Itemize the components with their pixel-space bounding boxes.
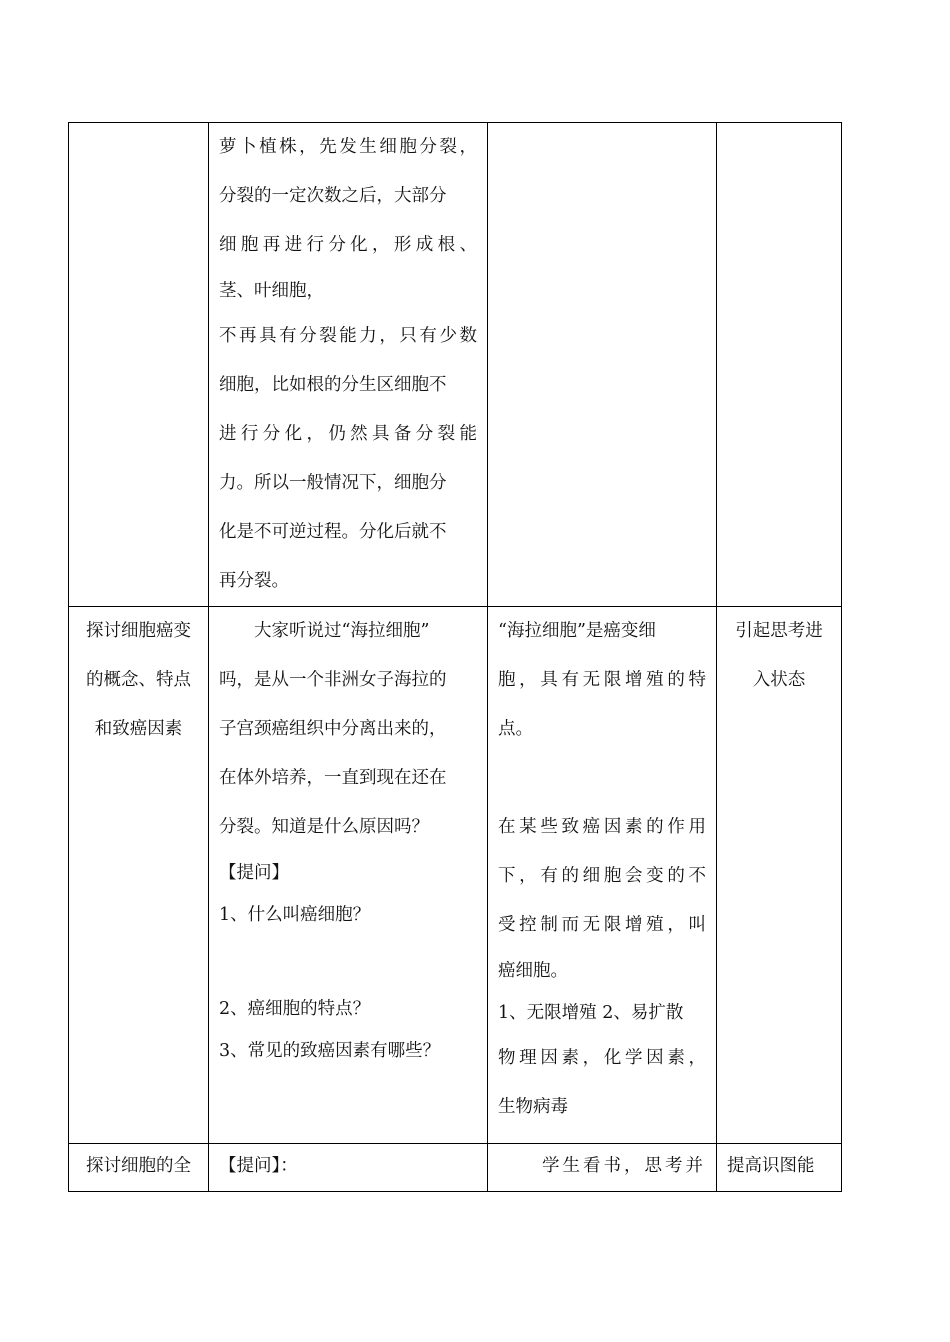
spacer xyxy=(498,754,706,803)
text-line: 萝卜植株，先发生细胞分裂， xyxy=(219,137,477,157)
table-cell-teacher-activity xyxy=(209,123,488,607)
text-line: 不再具有分裂能力，只有少数 xyxy=(219,326,477,346)
text-line: 点。 xyxy=(498,719,533,739)
text-line: 细胞再进行分化，形成根、 xyxy=(219,235,477,255)
text-line: 入状态 xyxy=(752,670,806,690)
text-line: 吗，是从一个非洲女子海拉的 xyxy=(219,670,447,690)
text-line: 在体外培养，一直到现在还在 xyxy=(219,768,447,788)
table-row xyxy=(69,123,842,607)
text-line: 茎、叶细胞， xyxy=(219,281,324,301)
table-cell-teacher-activity xyxy=(209,607,488,1144)
text-line: 子宫颈癌组织中分离出来的， xyxy=(219,719,447,739)
text-line: 的概念、特点 xyxy=(86,670,191,690)
text-line: 受控制而无限增殖，叫 xyxy=(498,915,706,935)
table-cell-design-intent xyxy=(717,1144,842,1192)
table-cell-design-intent xyxy=(717,607,842,1144)
text-line: 下，有的细胞会变的不 xyxy=(498,866,706,886)
text-line: 胞，具有无限增殖的特 xyxy=(498,670,706,690)
table-cell-student-activity xyxy=(488,607,717,1144)
text-line: 1、无限增殖 2、易扩散 xyxy=(498,1003,684,1023)
text-line: 力。所以一般情况下，细胞分 xyxy=(219,473,447,493)
table-cell-topic xyxy=(69,607,209,1144)
text-line: 癌细胞。 xyxy=(498,961,568,981)
text-line: 大家听说过“海拉细胞” xyxy=(254,621,430,641)
text-line: 和致癌因素 xyxy=(94,719,183,739)
table-cell-topic xyxy=(69,1144,209,1192)
text-line: 【提问】 xyxy=(219,863,289,883)
table-cell-topic xyxy=(69,123,209,607)
table-cell-student-activity xyxy=(488,123,717,607)
text-line: 探讨细胞的全 xyxy=(86,1156,191,1176)
text-line: 2、癌细胞的特点？ xyxy=(219,999,371,1019)
text-line: “海拉细胞”是癌变细 xyxy=(498,621,656,641)
table-cell-teacher-activity xyxy=(209,1144,488,1192)
text-line: 在某些致癌因素的作用 xyxy=(498,817,706,837)
table-cell-design-intent xyxy=(717,123,842,607)
table-row xyxy=(69,1144,842,1192)
text-line: 再分裂。 xyxy=(219,571,289,591)
text-line: 分裂。知道是什么原因吗？ xyxy=(219,817,429,837)
text-line: 物理因素，化学因素， xyxy=(498,1048,706,1068)
table-cell-student-activity xyxy=(488,1144,717,1192)
text-line: 化是不可逆过程。分化后就不 xyxy=(219,522,447,542)
text-line: 探讨细胞癌变 xyxy=(86,621,191,641)
text-line: 3、常见的致癌因素有哪些？ xyxy=(219,1041,441,1061)
text-line: 生物病毒 xyxy=(498,1097,568,1117)
text-line: 细胞，比如根的分生区细胞不 xyxy=(219,375,447,395)
text-line: 分裂的一定次数之后，大部分 xyxy=(219,186,447,206)
text-line: 引起思考进 xyxy=(735,621,823,641)
text-line: 1、什么叫癌细胞？ xyxy=(219,905,371,925)
text-line: 学生看书，思考并 xyxy=(542,1156,706,1176)
text-line: 进行分化，仍然具备分裂能 xyxy=(219,424,477,444)
table-row xyxy=(69,607,842,1144)
text-line: 【提问】： xyxy=(219,1156,298,1176)
lesson-plan-table xyxy=(68,122,842,1192)
spacer xyxy=(219,936,477,988)
text-line: 提高识图能 xyxy=(727,1156,815,1176)
